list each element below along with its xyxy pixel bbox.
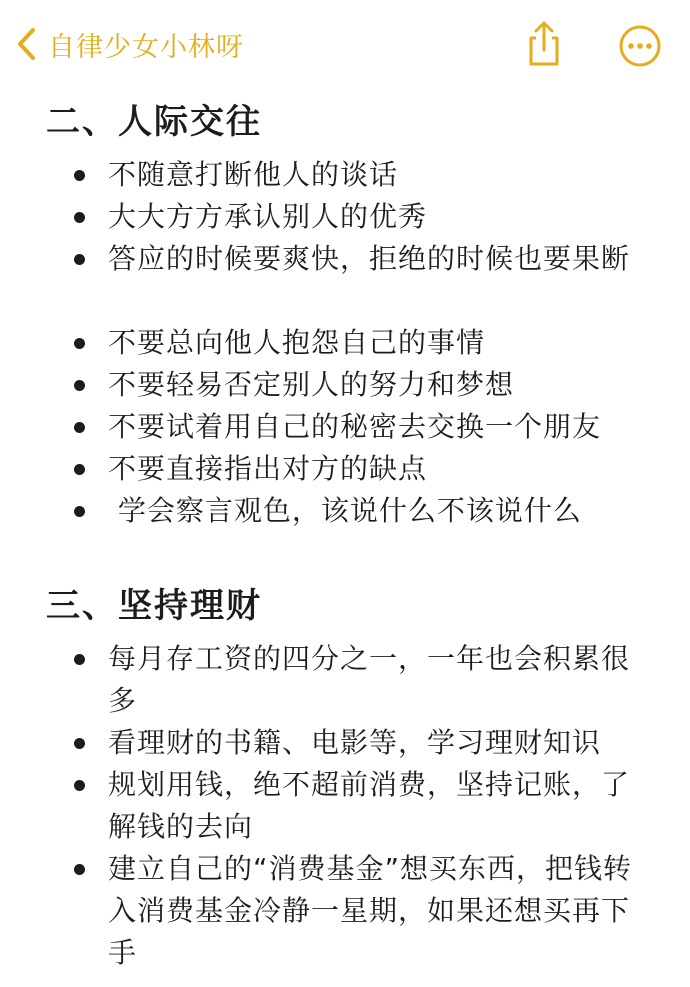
share-button[interactable] (522, 20, 566, 68)
list-item-text: 答应的时候要爽快，拒绝的时候也要果断 (108, 242, 631, 275)
list-item-text: 不要试着用自己的秘密去交换一个朋友 (108, 410, 602, 443)
back-button[interactable] (12, 22, 244, 66)
bullet (74, 380, 85, 391)
bullet (74, 506, 85, 517)
more-circle-icon (618, 53, 662, 72)
chevron-left-icon (12, 22, 42, 66)
list-item-text: 看理财的书籍、电影等，学习理财知识 (108, 726, 602, 759)
section-title: 二、人际交往 (46, 102, 262, 142)
navigation-bar (0, 0, 690, 88)
bullet (74, 864, 85, 875)
list-item-text: 不要轻易否定别人的努力和梦想 (108, 368, 515, 401)
list-item-text: 不要总向他人抱怨自己的事情 (108, 326, 486, 359)
bullet (74, 780, 85, 791)
list-item-text: 不要直接指出对方的缺点 (108, 452, 428, 485)
more-button[interactable] (618, 24, 662, 68)
bullet (74, 170, 85, 181)
share-icon (522, 53, 566, 72)
bullet (74, 254, 85, 265)
bullet (74, 212, 85, 223)
bullet (74, 654, 85, 665)
bullet (74, 338, 85, 349)
list-item-text: 大大方方承认别人的优秀 (108, 200, 428, 233)
list-item-text: 建立自己的“消费基金”想买东西，把钱转入消费基金冷静一星期，如果还想买再下手 (108, 852, 633, 969)
back-label: 自律少女小林呀 (48, 31, 244, 63)
list-item-text: 学会察言观色，该说什么不该说什么 (108, 494, 582, 527)
list-item-text: 每月存工资的四分之一，一年也会积累很多 (108, 642, 631, 717)
list-item-text: 规划用钱，绝不超前消费，坚持记账，了解钱的去向 (108, 768, 631, 843)
bullet (74, 738, 85, 749)
bullet (74, 464, 85, 475)
section-title: 三、坚持理财 (46, 586, 262, 626)
bullet (74, 422, 85, 433)
list-item-text: 不随意打断他人的谈话 (108, 158, 399, 191)
